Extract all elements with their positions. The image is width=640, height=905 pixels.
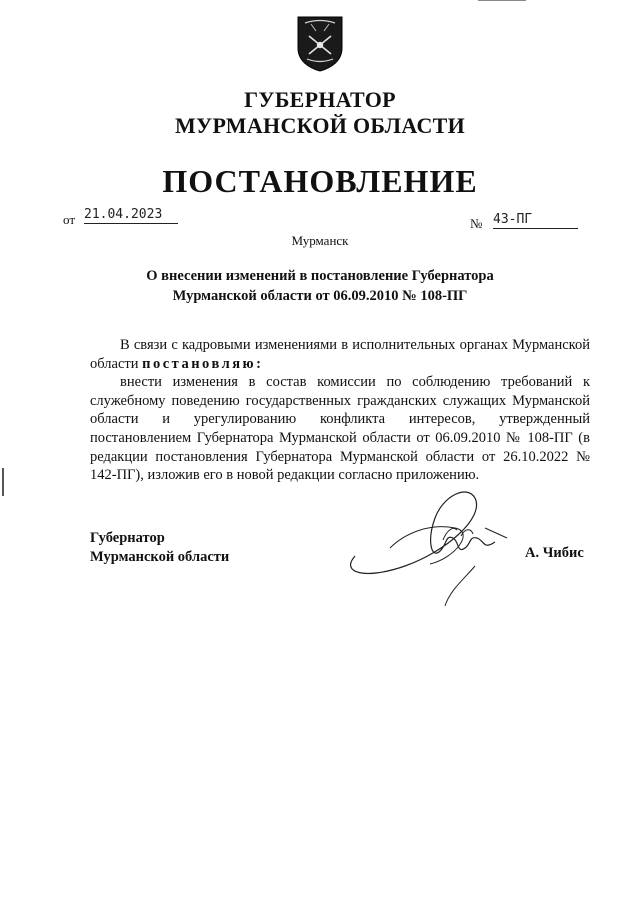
city: Мурманск [291, 233, 349, 248]
scan-mark-top [478, 0, 526, 1]
paragraph-preamble [90, 336, 590, 373]
subject-line-1: О внесении изменений в постановление Губернатора [146, 268, 494, 284]
issuer-line-2: МУРМАНСКОЙ ОБЛАСТИ [174, 113, 466, 138]
subject-line-2: Мурманской области от 06.09.2010 № 108-ПГ [172, 288, 468, 304]
document-subject [0, 266, 640, 306]
position-line-2: Мурманской области [90, 549, 230, 565]
document-body [90, 336, 590, 485]
date-prefix: от [63, 212, 76, 227]
paragraph-resolution: внести изменения в состав комиссии по соблюдению требований к служебному поведению государственных гражданских служащих Мурманской области и урегулированию конфликта интересов, утвержденный постановлением Губернатора Мурманской области от 06.09.2010 № 108-ПГ (в редакции постановления Губернатора Мурманской области от 26.10.2022 № 142-ПГ), изложив его в новой редакции согласно приложению. [90, 374, 590, 484]
position-line-1: Губернатор [90, 530, 165, 546]
resolution-word: постановляю: [142, 355, 264, 372]
document-number: 43-ПГ [493, 212, 578, 229]
document-title: ПОСТАНОВЛЕНИЕ [162, 163, 478, 199]
signatory-position [90, 529, 229, 567]
signer-name: А. Чибис [525, 545, 584, 561]
preamble-text: В связи с кадровыми изменениями в исполнительных органах Мурманской области [90, 337, 590, 372]
scan-mark-edge [2, 468, 4, 496]
number-prefix: № [470, 216, 483, 231]
handwritten-signature [335, 478, 525, 608]
coat-of-arms-icon [295, 14, 345, 72]
issuer-line-1: ГУБЕРНАТОР [244, 87, 396, 112]
document-date: 21.04.2023 [84, 207, 178, 224]
